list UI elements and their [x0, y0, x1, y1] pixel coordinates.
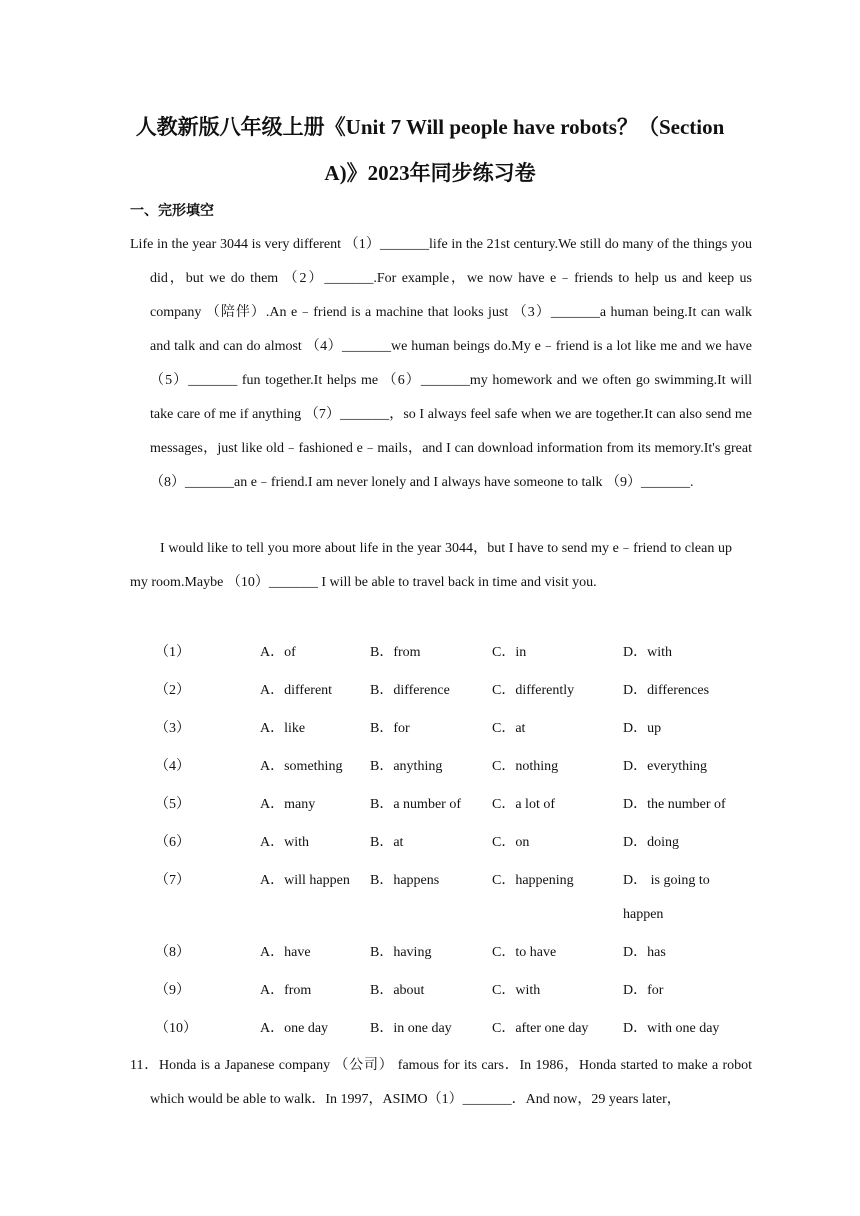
option-d: D．differences [623, 683, 710, 698]
option-b: B．a number of [370, 797, 461, 812]
option-c: C．after one day [492, 1021, 589, 1036]
question-number: （5） [155, 797, 190, 812]
option-d: D．doing [623, 835, 679, 850]
option-d: D．has [623, 945, 666, 960]
section-heading-cloze: 一、完形填空 [130, 203, 214, 219]
title-line-2: A)》2023年同步练习卷 [324, 161, 536, 185]
question-number: （8） [155, 945, 190, 960]
option-b: B．anything [370, 759, 443, 774]
option-row-4 [130, 750, 740, 788]
question-11-text: 11．Honda is a Japanese company （公司） famous for its cars．In 1986，Honda started to make a robot which would be able to walk．In 1997，ASIMO（1）_______．And now，29 years later， [130, 1058, 752, 1107]
option-c: C．with [492, 983, 541, 998]
option-row-3 [130, 712, 740, 750]
option-b: B．in one day [370, 1021, 452, 1036]
option-row-9 [130, 974, 740, 1012]
option-c: C．to have [492, 945, 557, 960]
option-row-6 [130, 826, 740, 864]
passage-paragraph-1: Life in the year 3044 is very different （1）_______life in the 21st century.We still do many of the things you did，but we do them （2）_______.For example，we now have e﹣friends to help us and keep us company （陪伴）.An e﹣friend is a machine that looks just （3）_______a human being.It can walk and talk and can do almost （4）_______we human beings do.My e﹣friend is a lot like me and we have （5）_______ fun together.It helps me （6）_______my homework and we often go swimming.It will take care of me if anything （7）_______，so I always feel safe when we are together.It can also send me messages，just like old﹣fashioned e﹣mails，and I can download information from its memory.It's great（8）_______an e﹣friend.I am never lonely and I always have someone to talk （9）_______. [130, 237, 752, 490]
option-a: A．have [260, 945, 311, 960]
document-title [120, 104, 740, 196]
option-b: B．difference [370, 683, 450, 698]
question-number: （2） [155, 683, 190, 698]
option-row-2 [130, 674, 740, 712]
option-d: D．the number of [623, 797, 726, 812]
option-row-5 [130, 788, 740, 826]
option-row-7 [130, 864, 740, 936]
option-d: D．with [623, 645, 672, 660]
option-a: A．of [260, 645, 296, 660]
option-d: D．everything [623, 759, 707, 774]
question-number: （3） [155, 721, 190, 736]
title-line-1: 人教新版八年级上册《Unit 7 Will people have robots？（Section [135, 115, 725, 139]
option-d: D．for [623, 983, 664, 998]
option-b: B．about [370, 983, 425, 998]
question-number: （10） [155, 1021, 197, 1036]
option-c: C．nothing [492, 759, 559, 774]
option-row-1 [130, 636, 740, 674]
option-c: C．at [492, 721, 526, 736]
option-row-8 [130, 936, 740, 974]
option-b: B．at [370, 835, 404, 850]
option-c: C．differently [492, 683, 575, 698]
option-a: A．many [260, 797, 316, 812]
question-number: （4） [155, 759, 190, 774]
option-a: A．something [260, 759, 343, 774]
question-number: （1） [155, 645, 190, 660]
option-c: C．on [492, 835, 530, 850]
option-a: A．one day [260, 1021, 329, 1036]
option-c: C．a lot of [492, 797, 555, 812]
option-c: C．happening [492, 873, 574, 888]
answer-options-table [130, 636, 740, 1050]
option-a: A．like [260, 721, 306, 736]
option-b: B．from [370, 645, 421, 660]
option-a: A．with [260, 835, 309, 850]
option-c: C．in [492, 645, 527, 660]
passage-paragraph-2: I would like to tell you more about life in the year 3044，but I have to send my e﹣friend to clean up my room.Maybe （10）_______ I will be able to travel back in time and visit you. [130, 541, 732, 590]
option-row-10 [130, 1012, 740, 1050]
question-number: （9） [155, 983, 190, 998]
option-d: D． is going to happen [623, 873, 710, 922]
option-d: D．up [623, 721, 662, 736]
option-b: B．happens [370, 873, 440, 888]
option-d: D．with one day [623, 1021, 720, 1036]
option-b: B．for [370, 721, 410, 736]
question-number: （7） [155, 873, 190, 888]
option-a: A．from [260, 983, 312, 998]
option-b: B．having [370, 945, 432, 960]
option-a: A．different [260, 683, 333, 698]
question-number: （6） [155, 835, 190, 850]
option-a: A．will happen [260, 873, 350, 888]
